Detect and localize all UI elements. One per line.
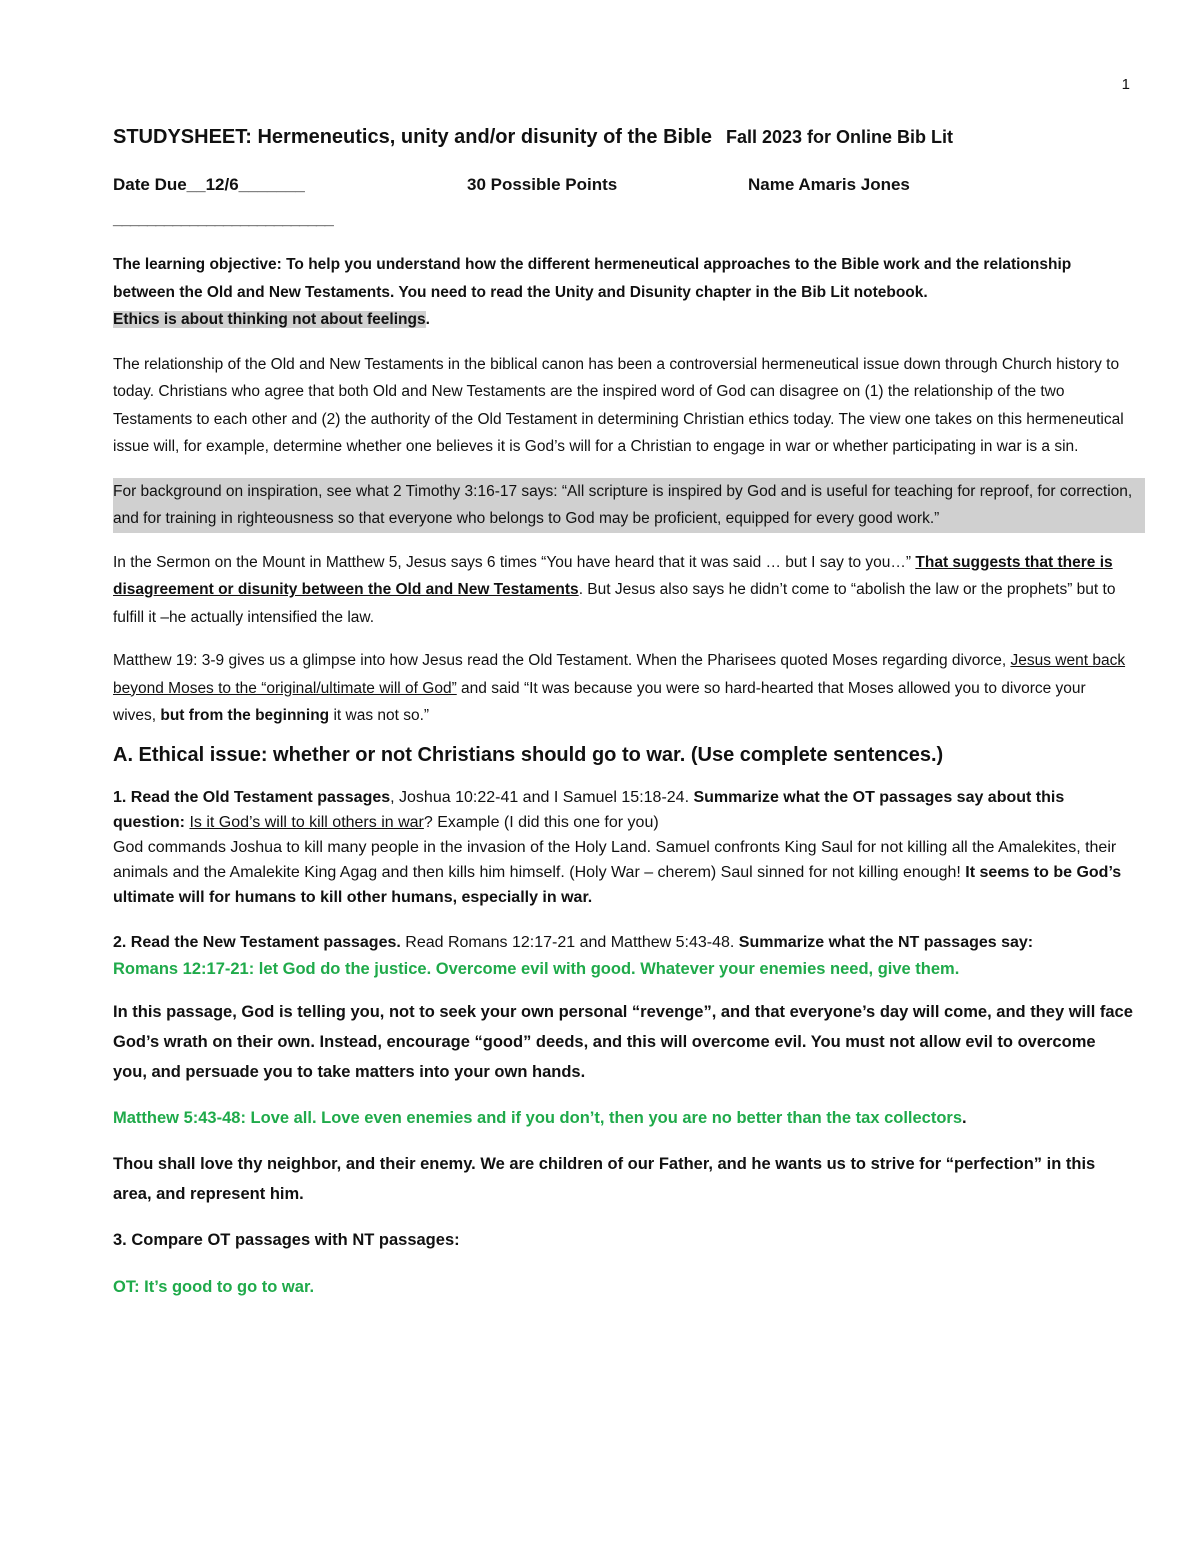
matthew19-underlined: Jesus went back beyond Moses to the “original/ultimate will of God”: [113, 652, 1126, 697]
q2-lead: 2. Read the New Testament passages.: [113, 933, 401, 951]
date-due: Date Due__12/6_______: [113, 175, 305, 194]
q1-lead: 1. Read the Old Testament passages: [113, 788, 391, 806]
objective-text: The learning objective: To help you understand how the different hermeneutical approaches to the Bible work and the relationship between the Old and New Testaments. You need to read the Unity and Disunity chapter in the Bib Lit notebook.: [113, 256, 1072, 301]
matthew-answer: Thou shall love thy neighbor, and their enemy. We are children of our Father, and he wants us to strive for “perfection” in this area, and represent him.: [113, 1154, 1096, 1203]
learning-objective: [113, 251, 1133, 334]
q2-refs: Read Romans 12:17-21 and Matthew 5:43-48.: [400, 933, 739, 951]
intro-paragraph: The relationship of the Old and New Testaments in the biblical canon has been a controversial hermeneutical issue down through Church history to today. Christians who agree that both Old and New Testaments are the inspired word of God can disagree on (1) the relationship of the two Testaments to each other and (2) the authority of the Old Testament in determining Christian ethics today. The view one takes on this hermeneutical issue will, for example, determine whether one believes it is God’s will for a Christian to engage in war or whether participating in war is a sin.: [113, 355, 1124, 455]
document-title: STUDYSHEET: Hermeneutics, unity and/or disunity of the Bible: [113, 126, 712, 148]
section-a-heading: A. Ethical issue: whether or not Christians should go to war. (Use complete sentences.): [113, 743, 944, 766]
meta-row: [113, 175, 1133, 197]
matthew-summary-row: [113, 1103, 1133, 1133]
header-underline: __________________________: [113, 209, 333, 228]
objective-period: .: [425, 311, 430, 328]
q1-underlined: Is it God’s will to kill others in war: [189, 813, 424, 831]
student-name: Name Amaris Jones: [748, 175, 910, 194]
romans-answer: In this passage, God is telling you, not to seek your own personal “revenge”, and that everyone’s day will come, and they will face God’s wrath on their own. Instead, encourage “good” deeds, and this will overcome evil. You must not allow evil to overcome you, and persuade you to take matters into your own hands.: [113, 1002, 1133, 1081]
document-body: [113, 126, 1133, 1301]
page-number: 1: [1121, 76, 1130, 93]
q1-refs: , Joshua 10:22-41 and I Samuel 15:18-24.: [390, 788, 694, 806]
q1-example-answer: God commands Joshua to kill many people in the invasion of the Holy Land. Samuel confronts King Saul for not killing all the Amalekites, their animals and the Amalekite King Agag and then kills him himself. (Holy War – cherem) Saul sinned for not killing enough!: [113, 838, 1117, 881]
title-row: [113, 126, 1133, 149]
question-2: [113, 930, 1133, 955]
q1-prompt: Summarize what the OT passages say about this question:: [113, 788, 1065, 831]
matthew19-text-end: it was not so.”: [329, 707, 430, 724]
ot-summary: OT: It’s good to go to war.: [113, 1277, 315, 1296]
question-1: [113, 785, 1133, 910]
sermon-paragraph: [113, 549, 1133, 632]
matthew19-text: Matthew 19: 3-9 gives us a glimpse into how Jesus read the Old Testament. When the Pharisees quoted Moses regarding divorce,: [113, 652, 1011, 669]
sermon-text-end: . But Jesus also says he didn’t come to “abolish the law or the prophets” but to fulfill it –he actually intensified the law.: [113, 581, 1116, 626]
matthew19-bold: but from the beginning: [160, 707, 330, 724]
sermon-underlined: That suggests that there is disagreement or disunity between the Old and New Testaments: [113, 553, 1113, 598]
romans-summary: Romans 12:17-21: let God do the justice. Overcome evil with good. Whatever your enemies need, give them.: [113, 959, 960, 978]
possible-points: 30 Possible Points: [467, 175, 618, 194]
sermon-text: In the Sermon on the Mount in Matthew 5, Jesus says 6 times “You have heard that it was said … but I say to you…”: [113, 553, 916, 571]
matthew19-paragraph: [113, 647, 1133, 730]
matthew-summary-period: .: [962, 1108, 967, 1127]
q1-example-answer-bold: It seems to be God’s ultimate will for humans to kill other humans, especially in war.: [113, 863, 1122, 906]
q2-prompt: Summarize what the NT passages say:: [738, 933, 1034, 951]
term-label: Fall 2023 for Online Bib Lit: [725, 127, 954, 147]
objective-highlight: Ethics is about thinking not about feelings: [113, 311, 426, 328]
q1-example: ? Example (I did this one for you): [423, 813, 659, 831]
matthew-summary: Matthew 5:43-48: Love all. Love even enemies and if you don’t, then you are no better than the tax collectors: [113, 1108, 963, 1127]
background-paragraph: For background on inspiration, see what 2 Timothy 3:16-17 says: “All scripture is inspired by God and is useful for teaching for reproof, for correction, and for training in righteousness so that everyone who belongs to God may be proficient, equipped for every good work.”: [113, 478, 1145, 533]
question-3: 3. Compare OT passages with NT passages:: [113, 1230, 460, 1249]
matthew19-text-mid: and said “It was because you were so hard-hearted that Moses allowed you to divorce your wives,: [113, 679, 1086, 724]
